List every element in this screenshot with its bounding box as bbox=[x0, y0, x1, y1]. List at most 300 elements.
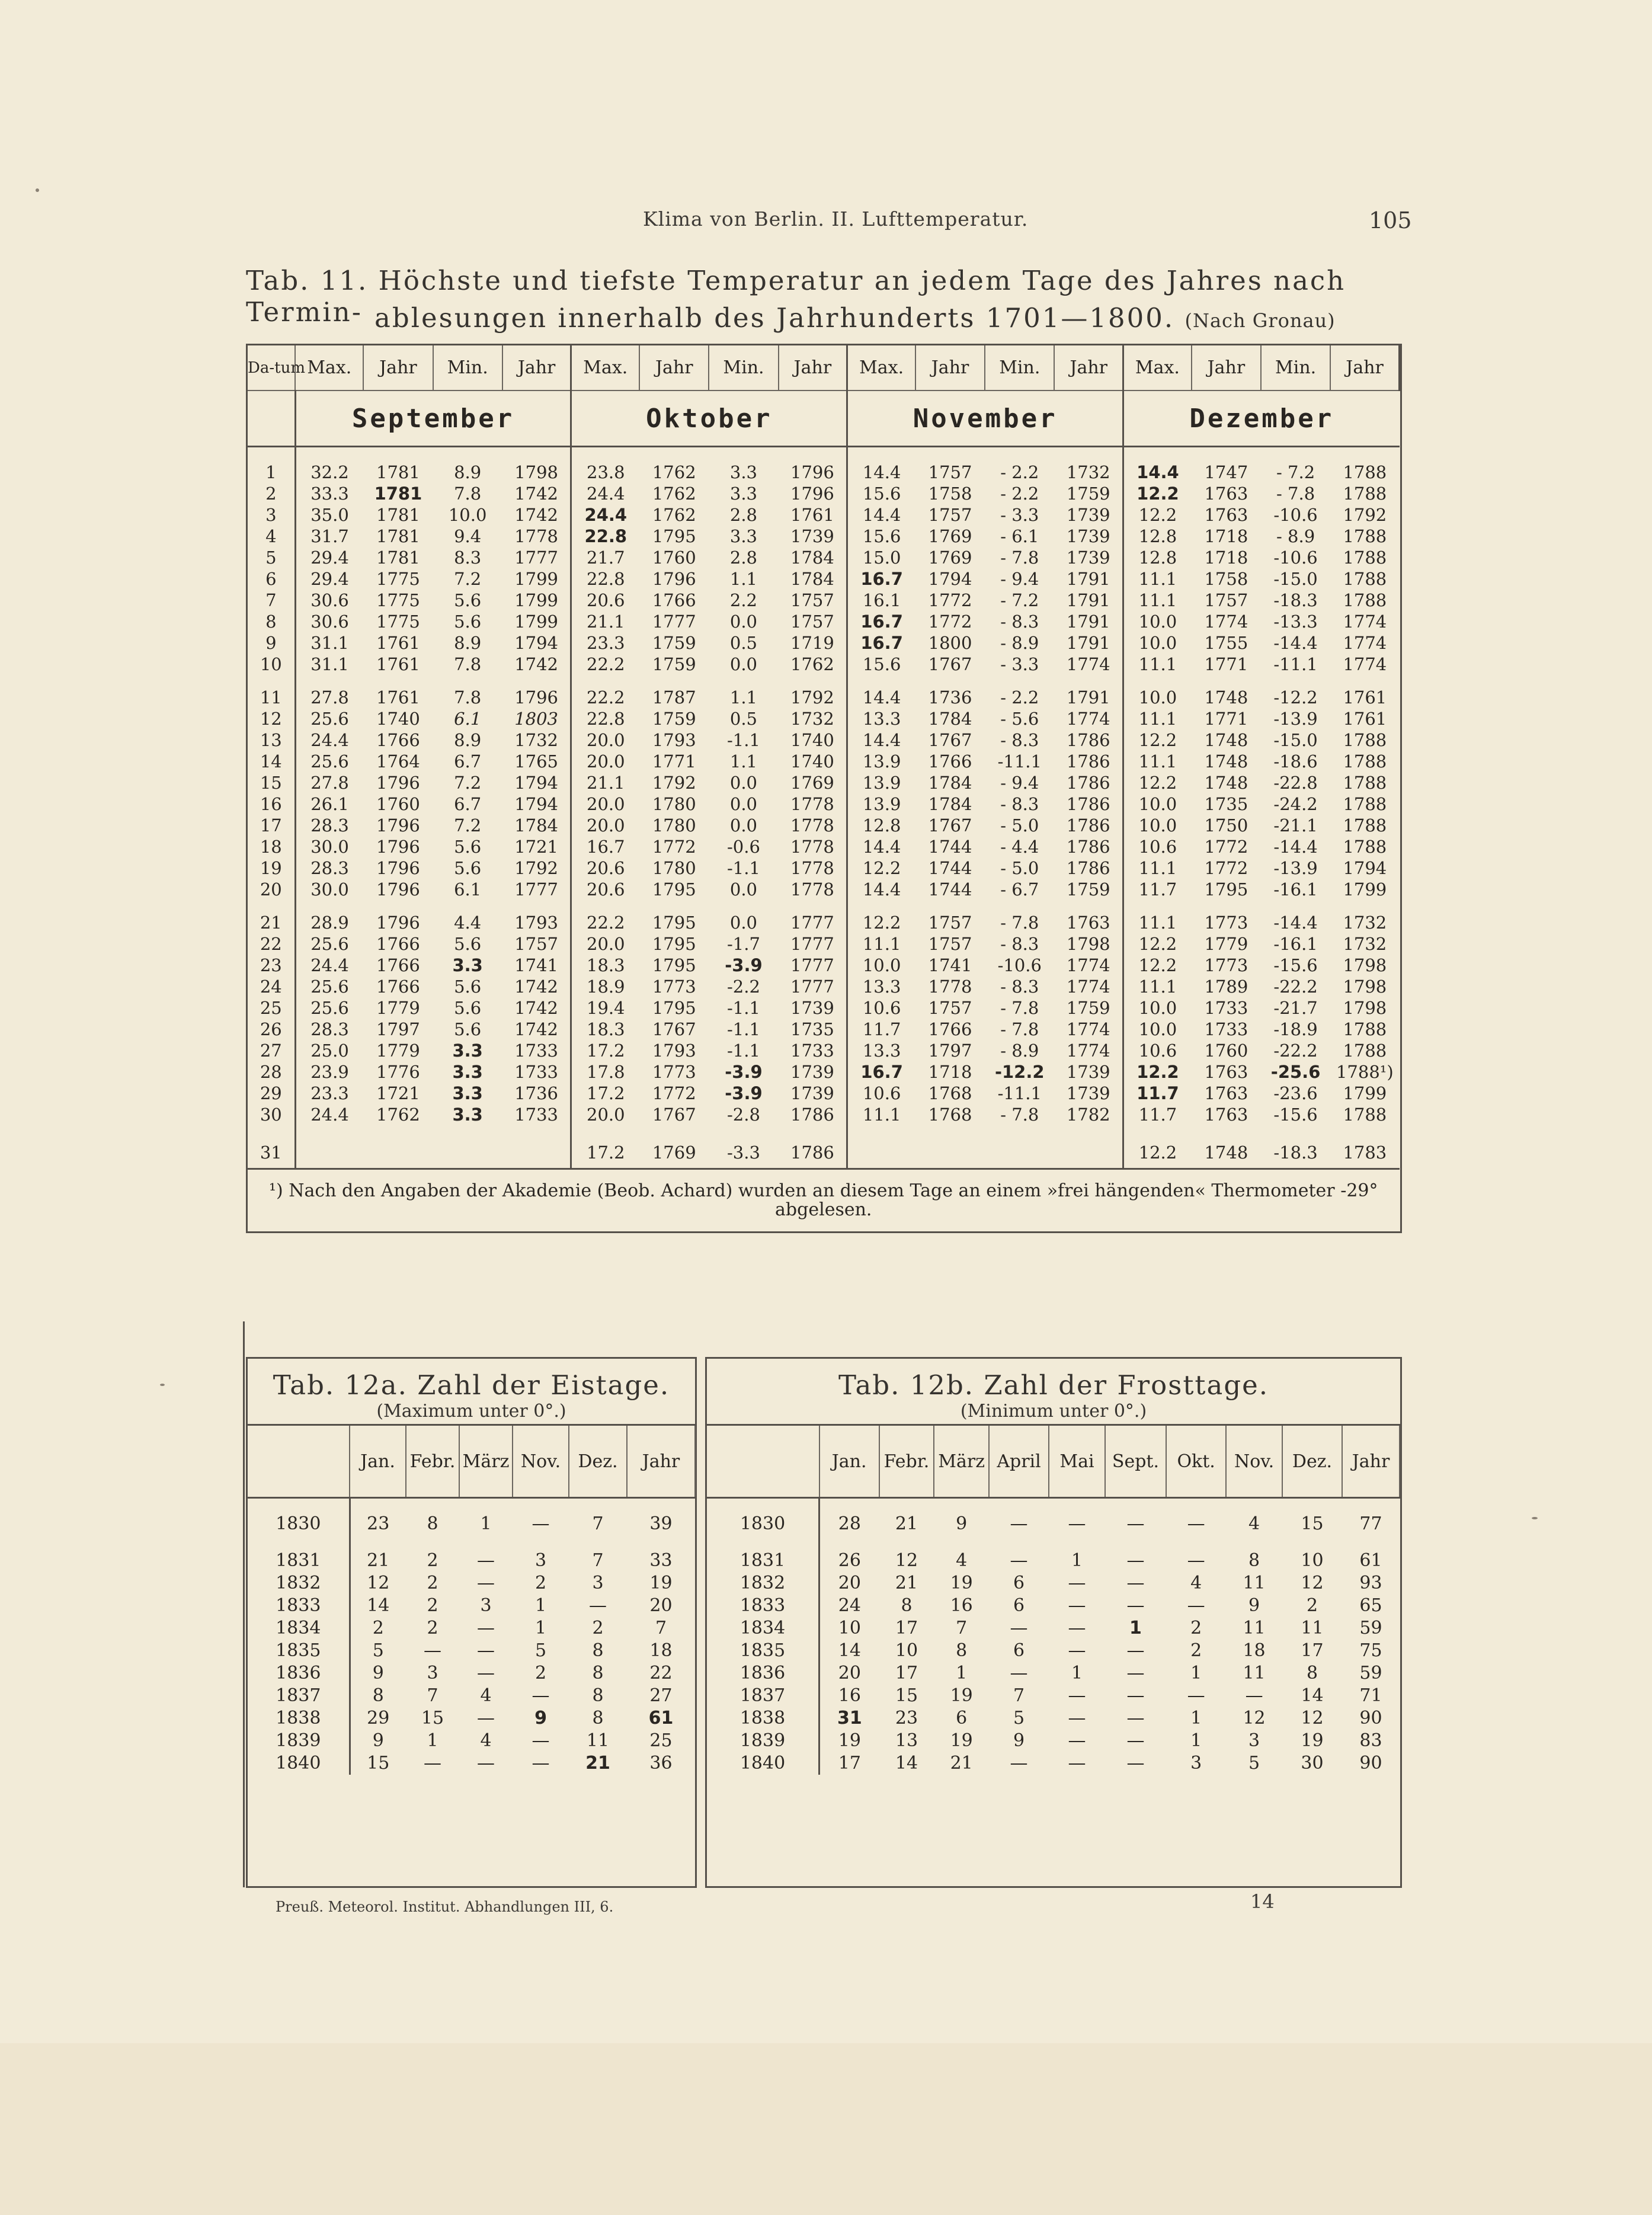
tab11-value-cell: 1762 bbox=[652, 484, 696, 504]
table-row bbox=[707, 1595, 1400, 1617]
tab11-value-cell: 1740 bbox=[779, 729, 847, 751]
tab11-value-cell: 1791 bbox=[1054, 632, 1123, 654]
tab11-value-cell: 13.9 bbox=[862, 794, 901, 814]
table-row bbox=[707, 1685, 1400, 1707]
tab11-value-cell: 1739 bbox=[779, 1061, 847, 1083]
tab11-spacer-cell bbox=[779, 900, 847, 912]
tab11-value-cell: 1777 bbox=[652, 612, 696, 632]
tab12b-value-cell: — bbox=[1010, 1513, 1028, 1534]
tab12a-year-cell: 1832 bbox=[248, 1572, 350, 1595]
tab11-value-cell: 16.7 bbox=[860, 612, 903, 632]
tab11-spacer-cell bbox=[847, 447, 915, 462]
tab11-value-cell: -10.6 bbox=[1273, 505, 1318, 525]
tab12a-value-cell: 12 bbox=[367, 1573, 390, 1593]
tab12b-value-cell: 16 bbox=[950, 1595, 973, 1616]
tab11-value-cell: 1780 bbox=[652, 815, 696, 836]
tab11-spacer-cell bbox=[571, 900, 639, 912]
tab11-value-cell: -11.1 bbox=[997, 751, 1042, 772]
tab11-value-cell: 2.8 bbox=[729, 505, 758, 525]
tab11-value-cell: 1762 bbox=[652, 462, 696, 482]
tab12b-value-cell: 28 bbox=[838, 1513, 861, 1534]
tab11-value-cell: 24.4 bbox=[310, 1105, 349, 1125]
tab11-day-cell: 25 bbox=[248, 997, 295, 1019]
tab11-spacer-cell bbox=[1192, 1125, 1261, 1137]
tab11-value-cell: 8.9 bbox=[454, 633, 482, 653]
tab11-value-cell: 1784 bbox=[502, 815, 571, 836]
tab12b-value-cell: — bbox=[1126, 1708, 1145, 1729]
tab11-col-header: Min. bbox=[1261, 345, 1330, 390]
tab11-value-cell: 5.6 bbox=[454, 1019, 482, 1039]
tab11-value-cell: 20.0 bbox=[587, 934, 625, 954]
tab11-value-cell: 24.4 bbox=[310, 730, 349, 750]
tab12b-value-cell: 9 bbox=[956, 1513, 968, 1534]
tab11-value-cell: 1796 bbox=[376, 773, 420, 793]
tab11-value-cell: -1.7 bbox=[727, 934, 760, 954]
tab12a-year-cell: 1834 bbox=[248, 1617, 350, 1640]
tab11-spacer-cell bbox=[363, 675, 433, 687]
tab12b-value-cell: 21 bbox=[895, 1573, 918, 1593]
tab11-value-cell: 10.6 bbox=[1138, 837, 1177, 857]
tab12b-subtitle: (Minimum unter 0°.) bbox=[960, 1401, 1147, 1422]
tab12a-value-cell: 5 bbox=[534, 1640, 547, 1661]
tab12a-year-cell: 1840 bbox=[248, 1752, 350, 1775]
tab11-value-cell: 1767 bbox=[928, 654, 972, 674]
tab11-value-cell: 1793 bbox=[652, 730, 696, 750]
tab12b-value-cell: 3 bbox=[1248, 1730, 1260, 1751]
tab11-value-cell: 1788 bbox=[1343, 526, 1387, 546]
tab12b-value-cell: 5 bbox=[1248, 1753, 1260, 1774]
tab11-value-cell: 1771 bbox=[1204, 709, 1248, 729]
tab12a-value-cell: 1 bbox=[427, 1730, 438, 1751]
tab12b-value-cell: — bbox=[1068, 1730, 1086, 1751]
tab11-value-cell: 1774 bbox=[1054, 708, 1123, 729]
tab11-value-cell: 1777 bbox=[779, 912, 847, 933]
tab12b-value-cell: — bbox=[1126, 1550, 1145, 1571]
tab12b-value-cell: — bbox=[1245, 1685, 1263, 1706]
tab11-value-cell: 16.1 bbox=[862, 590, 901, 610]
paper-speck bbox=[36, 188, 39, 192]
tab12b-value-cell: — bbox=[1068, 1708, 1086, 1729]
tab12a-value-cell: — bbox=[532, 1730, 550, 1751]
tab11-value-cell: 12.2 bbox=[862, 913, 901, 933]
tab11-value-cell: 0.0 bbox=[729, 773, 758, 793]
tab11-value-cell: 1787 bbox=[652, 687, 696, 708]
tab11-value-cell: 1761 bbox=[376, 633, 420, 653]
tab12b-year-cell: 1831 bbox=[707, 1550, 819, 1572]
tab11-spacer-cell bbox=[363, 900, 433, 912]
tab11-value-cell: 5.6 bbox=[454, 977, 482, 997]
tab12b-value-cell: — bbox=[1187, 1550, 1205, 1571]
table-row bbox=[248, 547, 1400, 568]
tab12b-col-header: Sept. bbox=[1105, 1425, 1166, 1498]
tab11-caption-text: ablesungen innerhalb des Jahrhunderts 1701—1800. bbox=[374, 302, 1175, 334]
tab11-value-cell: 12.2 bbox=[1138, 730, 1177, 750]
tab11-value-cell: 1766 bbox=[928, 1019, 972, 1039]
tab11-caption-line1: Tab. 11. Höchste und tiefste Temperatur an jedem Tage des Jahres nach Termin- bbox=[246, 265, 1346, 328]
tab12b-value-cell: 21 bbox=[895, 1513, 918, 1534]
tab11-value-cell: 1772 bbox=[1204, 858, 1248, 878]
tab12-left-rule bbox=[243, 1321, 245, 1887]
tab12b-col-header: Nov. bbox=[1226, 1425, 1282, 1498]
tab12b-value-cell: 2 bbox=[1190, 1618, 1202, 1638]
tab11-spacer-cell bbox=[1123, 1125, 1192, 1137]
table-row bbox=[248, 1640, 695, 1662]
tab12b-value-cell: 8 bbox=[956, 1640, 968, 1661]
tab11-value-cell: 1771 bbox=[652, 751, 696, 772]
footer-publisher: Preuß. Meteorol. Institut. Abhandlungen III, 6. bbox=[276, 1899, 614, 1915]
tab11-value-cell: 1747 bbox=[1204, 462, 1248, 482]
tab11-value-cell: -25.6 bbox=[1270, 1062, 1321, 1082]
tab11-value-cell: 1762 bbox=[652, 505, 696, 525]
tab11-value-cell: 1795 bbox=[652, 879, 696, 900]
tab12b-value-cell: 17 bbox=[1301, 1640, 1324, 1661]
tab11-value-cell bbox=[295, 1137, 363, 1169]
table-row bbox=[248, 1662, 695, 1685]
tab11-spacer-cell bbox=[1192, 447, 1261, 462]
tab11-value-cell: 35.0 bbox=[310, 505, 349, 525]
tab11-value-cell bbox=[915, 1137, 985, 1169]
tab12a-value-cell: 5 bbox=[372, 1640, 384, 1661]
tab12b-value-cell: 6 bbox=[1013, 1595, 1025, 1616]
tab12b-value-cell: — bbox=[1068, 1640, 1086, 1661]
tab12b-value-cell: — bbox=[1010, 1663, 1028, 1683]
table-row bbox=[248, 1019, 1400, 1040]
tab12b-year-cell: 1830 bbox=[707, 1498, 819, 1550]
tab11-value-cell: 1803 bbox=[502, 708, 571, 729]
tab11-col-header: Min. bbox=[985, 345, 1054, 390]
table-row bbox=[248, 997, 1400, 1019]
tab11-value-cell: 25.6 bbox=[310, 934, 349, 954]
tab12a-subtitle: (Maximum unter 0°.) bbox=[376, 1401, 566, 1422]
tab12a-value-cell: 4 bbox=[480, 1685, 492, 1706]
tab11-value-cell: 1.1 bbox=[729, 687, 758, 708]
tab11-value-cell: 1766 bbox=[928, 751, 972, 772]
tab11-value-cell: 21.1 bbox=[587, 773, 625, 793]
tab12a-value-cell: 7 bbox=[592, 1513, 604, 1534]
tab11-value-cell: -3.9 bbox=[725, 1083, 763, 1103]
tab11-spacer-cell bbox=[1330, 675, 1399, 687]
tab12a-col-year bbox=[248, 1425, 350, 1498]
tab11-value-cell: 11.1 bbox=[1138, 751, 1177, 772]
tab12a-value-cell: 1 bbox=[480, 1513, 492, 1534]
tab12a-col-header: Jahr bbox=[627, 1425, 695, 1498]
tab11-value-cell: 1739 bbox=[779, 997, 847, 1019]
tab11-value-cell: 1769 bbox=[779, 772, 847, 793]
tab11-caption-line2 bbox=[374, 302, 1548, 334]
table-row bbox=[248, 1137, 1400, 1169]
tab11-value-cell: 7.2 bbox=[454, 773, 482, 793]
tab11-value-cell: 25.6 bbox=[310, 709, 349, 729]
tab12a-col-header: Jan. bbox=[350, 1425, 406, 1498]
tab12b-col-header: März bbox=[934, 1425, 989, 1498]
tab11-value-cell: 18.3 bbox=[587, 1019, 625, 1039]
tab11-col-header: Jahr bbox=[1330, 345, 1399, 390]
tab12b-value-cell: 77 bbox=[1359, 1513, 1382, 1534]
tab11-value-cell: 1777 bbox=[779, 976, 847, 997]
tab11-value-cell: 21.7 bbox=[587, 548, 625, 568]
tab11-value-cell: 1757 bbox=[928, 462, 972, 482]
tab11-day-cell: 2 bbox=[248, 483, 295, 504]
tab11-day-cell: 9 bbox=[248, 632, 295, 654]
tab12b-value-cell: — bbox=[1068, 1595, 1086, 1616]
tab12b-value-cell: 19 bbox=[950, 1573, 973, 1593]
tab11-value-cell: 1732 bbox=[502, 729, 571, 751]
tab11-value-cell: 1788 bbox=[1343, 484, 1387, 504]
tab11-value-cell: 18.9 bbox=[587, 977, 625, 997]
tab11-value-cell: 3.3 bbox=[452, 1083, 483, 1103]
tab11-value-cell: 1793 bbox=[652, 1041, 696, 1061]
tab11-value-cell: 1757 bbox=[928, 505, 972, 525]
tab11-value-cell: 11.1 bbox=[862, 934, 901, 954]
tab11-spacer-cell bbox=[571, 675, 639, 687]
tab12a-value-cell: — bbox=[424, 1753, 441, 1774]
tab11-value-cell: 1796 bbox=[376, 815, 420, 836]
tab12b-value-cell: 26 bbox=[838, 1550, 861, 1571]
tab11-value-cell: 1761 bbox=[376, 687, 420, 708]
tab12a-value-cell: 27 bbox=[649, 1685, 673, 1706]
tab11-value-cell: 1796 bbox=[376, 913, 420, 933]
tab11-value-cell: 1796 bbox=[652, 569, 696, 589]
tab11-value-cell: - 7.8 bbox=[1000, 1019, 1039, 1039]
tab11-value-cell: 10.6 bbox=[1138, 1041, 1177, 1061]
tab11-value-cell: 1735 bbox=[779, 1019, 847, 1040]
tab11-value-cell bbox=[433, 1137, 502, 1169]
tab12b-value-cell: 7 bbox=[1013, 1685, 1025, 1706]
tab11-value-cell: 16.7 bbox=[860, 633, 903, 653]
tab11-day-cell: 28 bbox=[248, 1061, 295, 1083]
tab11-value-cell: 3.3 bbox=[452, 955, 483, 975]
tab11-value-cell: 1774 bbox=[1054, 955, 1123, 976]
tab12b-value-cell: 1 bbox=[1129, 1618, 1142, 1638]
tab11-value-cell: 1742 bbox=[502, 976, 571, 997]
table-tab11 bbox=[246, 344, 1402, 1233]
tab11-day-cell: 14 bbox=[248, 751, 295, 772]
tab11-value-cell: 17.2 bbox=[571, 1137, 639, 1169]
tab11-value-cell: 1750 bbox=[1204, 815, 1248, 836]
tab11-value-cell: 31.7 bbox=[310, 526, 349, 546]
tab11-value-cell: 1719 bbox=[779, 632, 847, 654]
tab11-value-cell: 1786 bbox=[779, 1137, 847, 1169]
tab11-spacer-cell bbox=[779, 1125, 847, 1137]
tab11-spacer-cell bbox=[709, 447, 778, 462]
table-row bbox=[248, 708, 1400, 729]
tab11-value-cell: 20.6 bbox=[587, 590, 625, 610]
tab12a-value-cell: 39 bbox=[649, 1513, 673, 1534]
tab11-value-cell: 3.3 bbox=[729, 462, 758, 482]
tab12b-value-cell: 9 bbox=[1248, 1595, 1260, 1616]
tab11-value-cell: 1780 bbox=[652, 858, 696, 878]
tab11-value-cell: 1736 bbox=[928, 687, 972, 708]
table-row bbox=[707, 1730, 1400, 1752]
tab12b-value-cell: 14 bbox=[1301, 1685, 1324, 1706]
tab11-spacer-row bbox=[248, 675, 1400, 687]
tab11-value-cell: 1775 bbox=[376, 612, 420, 632]
tab12b-value-cell: 93 bbox=[1359, 1573, 1382, 1593]
tab11-value-cell: 1774 bbox=[1343, 633, 1387, 653]
tab11-value-cell: 1786 bbox=[1054, 793, 1123, 815]
tab12b-col-header: April bbox=[989, 1425, 1049, 1498]
tab11-value-cell: 1796 bbox=[376, 837, 420, 857]
tab11-value-cell: 3.3 bbox=[452, 1062, 483, 1082]
tab12b-value-cell: 1 bbox=[1190, 1663, 1202, 1683]
tab11-value-cell: 1769 bbox=[928, 548, 972, 568]
tab12b-value-cell: 11 bbox=[1243, 1663, 1266, 1683]
tab11-value-cell: 1769 bbox=[639, 1137, 709, 1169]
tab12a-header-row bbox=[248, 1425, 695, 1498]
tab11-value-cell: 27.8 bbox=[310, 773, 349, 793]
tab11-value-cell: 1762 bbox=[376, 1105, 420, 1125]
tab11-value-cell: 15.0 bbox=[862, 548, 901, 568]
tab11-value-cell: 1794 bbox=[1343, 858, 1387, 878]
tab11-value-cell: 1781 bbox=[374, 484, 422, 504]
tab11-month-spacer bbox=[248, 390, 295, 447]
tab11-spacer-cell bbox=[502, 1125, 571, 1137]
tab12a-value-cell: 15 bbox=[421, 1708, 444, 1729]
table-row bbox=[248, 729, 1400, 751]
tab12a-value-cell: 2 bbox=[534, 1663, 547, 1683]
tab11-footnote-row bbox=[248, 1169, 1400, 1232]
tab11-value-cell: 1788 bbox=[1343, 751, 1387, 772]
tab12b-value-cell: — bbox=[1126, 1513, 1145, 1534]
tab11-value-cell: 11.1 bbox=[1138, 709, 1177, 729]
tab11-value-cell: 1759 bbox=[1054, 879, 1123, 900]
tab11-value-cell: 1742 bbox=[502, 483, 571, 504]
tab11-value-cell: 10.0 bbox=[1138, 815, 1177, 836]
tab11-value-cell: 6.1 bbox=[454, 709, 482, 729]
tab11-day-cell: 15 bbox=[248, 772, 295, 793]
tab11-value-cell: 1777 bbox=[779, 933, 847, 955]
tab11-value-cell: 22.8 bbox=[584, 526, 627, 546]
tab11-value-cell: 1783 bbox=[1330, 1137, 1399, 1169]
tab11-value-cell: 4.4 bbox=[454, 913, 482, 933]
tab11-value-cell: - 9.4 bbox=[1000, 773, 1039, 793]
table-row bbox=[248, 1752, 695, 1775]
table-row bbox=[248, 687, 1400, 708]
tab11-value-cell: 17.2 bbox=[587, 1041, 625, 1061]
tab11-value-cell: 1739 bbox=[1054, 504, 1123, 526]
tab11-value-cell: 8.9 bbox=[454, 730, 482, 750]
tab12b-value-cell: 2 bbox=[1190, 1640, 1202, 1661]
tab12a-value-cell: 3 bbox=[427, 1663, 438, 1683]
table-tab12a bbox=[246, 1357, 697, 1888]
tab11-value-cell: 1779 bbox=[1204, 934, 1248, 954]
tab12b-value-cell: 1 bbox=[956, 1663, 968, 1683]
tab11-value-cell: 22.2 bbox=[587, 654, 625, 674]
tab12b-value-cell: 8 bbox=[1248, 1550, 1260, 1571]
tab12b-value-cell: — bbox=[1010, 1753, 1028, 1774]
tab11-value-cell: 1736 bbox=[502, 1083, 571, 1104]
tab11-value-cell: 1744 bbox=[928, 879, 972, 900]
tab11-value-cell: 1772 bbox=[928, 590, 972, 610]
tab12a-year-cell: 1831 bbox=[248, 1550, 350, 1572]
tab12b-col-header: Jan. bbox=[819, 1425, 879, 1498]
tab12a-value-cell: 36 bbox=[649, 1753, 673, 1774]
tab11-value-cell: 20.6 bbox=[587, 879, 625, 900]
tab12a-value-cell: 8 bbox=[592, 1685, 604, 1706]
tab11-spacer-cell bbox=[709, 1125, 778, 1137]
tab11-value-cell: - 7.8 bbox=[1000, 913, 1039, 933]
tab11-day-cell: 20 bbox=[248, 879, 295, 900]
table-row bbox=[248, 504, 1400, 526]
tab11-value-cell: 25.6 bbox=[310, 751, 349, 772]
tab11-value-cell: 1.1 bbox=[729, 751, 758, 772]
tab11-value-cell: 1742 bbox=[502, 504, 571, 526]
tab11-value-cell: 1774 bbox=[1054, 654, 1123, 675]
table-row bbox=[707, 1640, 1400, 1662]
tab11-day-cell: 13 bbox=[248, 729, 295, 751]
tab11-value-cell: 19.4 bbox=[587, 998, 625, 1018]
tab12b-value-cell: 12 bbox=[1301, 1708, 1324, 1729]
tab11-value-cell: 5.6 bbox=[454, 837, 482, 857]
tab11-value-cell: -22.2 bbox=[1273, 977, 1318, 997]
tab11-value-cell: 12.2 bbox=[1123, 1137, 1192, 1169]
tab11-day-cell: 29 bbox=[248, 1083, 295, 1104]
tab11-value-cell: 33.3 bbox=[310, 484, 349, 504]
tab11-value-cell: 14.4 bbox=[862, 837, 901, 857]
tab12a-value-cell: 7 bbox=[592, 1550, 604, 1571]
tab11-value-cell: 1774 bbox=[1343, 612, 1387, 632]
tab12b-value-cell: 10 bbox=[1301, 1550, 1324, 1571]
tab11-value-cell: -0.6 bbox=[727, 837, 760, 857]
tab11-col-header: Max. bbox=[1123, 345, 1192, 390]
tab11-value-cell: 1786 bbox=[1054, 836, 1123, 857]
tab11-value-cell: 1774 bbox=[1054, 1019, 1123, 1040]
table-row bbox=[248, 933, 1400, 955]
tab11-value-cell: 14.4 bbox=[862, 879, 901, 900]
tab11-value-cell: 1786 bbox=[1054, 751, 1123, 772]
page-margin-bottom bbox=[0, 2043, 1652, 2215]
tab12b-year-cell: 1835 bbox=[707, 1640, 819, 1662]
tab11-value-cell: 1773 bbox=[1204, 955, 1248, 975]
tab11-month-row bbox=[248, 390, 1400, 447]
tab11-value-cell: 7.8 bbox=[454, 654, 482, 674]
tab11-value-cell: 1799 bbox=[1343, 879, 1387, 900]
tab11-value-cell: 1796 bbox=[779, 483, 847, 504]
tab11-value-cell: 1763 bbox=[1204, 484, 1248, 504]
tab12b-year-cell: 1833 bbox=[707, 1595, 819, 1617]
tab11-value-cell: 11.1 bbox=[1138, 858, 1177, 878]
tab11-value-cell: 11.7 bbox=[1136, 1083, 1179, 1103]
tab11-value-cell: 1795 bbox=[652, 998, 696, 1018]
table-row bbox=[707, 1707, 1400, 1730]
tab11-value-cell: 1795 bbox=[652, 526, 696, 546]
tab12a-value-cell: 8 bbox=[592, 1663, 604, 1683]
tab11-value-cell: - 8.3 bbox=[1000, 794, 1039, 814]
tab11-value-cell: 1758 bbox=[1204, 569, 1248, 589]
tab12b-value-cell: 19 bbox=[950, 1685, 973, 1706]
tab11-value-cell: 10.0 bbox=[1138, 998, 1177, 1018]
tab11-value-cell: 1761 bbox=[376, 654, 420, 674]
tab12b-value-cell: 13 bbox=[895, 1730, 918, 1751]
tab11-value-cell: 1794 bbox=[502, 793, 571, 815]
tab11-value-cell: 1788 bbox=[1343, 590, 1387, 610]
tab11-day-cell: 26 bbox=[248, 1019, 295, 1040]
tab11-col-header: Max. bbox=[571, 345, 639, 390]
tab11-value-cell: 1778 bbox=[928, 977, 972, 997]
tab11-value-cell: 1764 bbox=[376, 751, 420, 772]
tab12b-value-cell: — bbox=[1126, 1685, 1145, 1706]
table-row bbox=[248, 1104, 1400, 1125]
table-row bbox=[707, 1662, 1400, 1685]
tab11-spacer-cell bbox=[295, 900, 363, 912]
tab11-value-cell: 1763 bbox=[1054, 912, 1123, 933]
tab11-value-cell: 1798 bbox=[1343, 977, 1387, 997]
tab12b-col-header: Febr. bbox=[879, 1425, 934, 1498]
tab12b-value-cell: 71 bbox=[1359, 1685, 1382, 1706]
tab11-value-cell: -13.3 bbox=[1273, 612, 1318, 632]
tab11-col-header: Jahr bbox=[1192, 345, 1261, 390]
tab11-value-cell: 1782 bbox=[1054, 1104, 1123, 1125]
